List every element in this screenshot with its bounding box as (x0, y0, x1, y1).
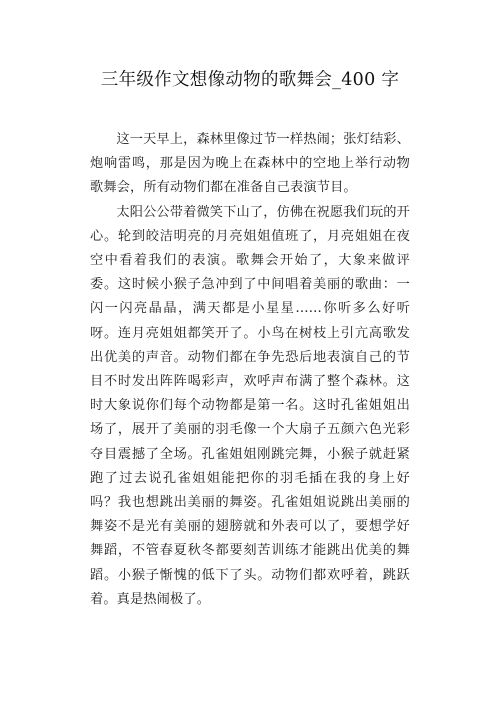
document-title: 三年级作文想像动物的歌舞会_400 字 (100, 70, 400, 90)
document-body (90, 128, 410, 612)
paragraph-2: 太阳公公带着微笑下山了，仿佛在祝愿我们玩的开心。轮到皎洁明亮的月亮姐姐值班了，月亮姐姐在夜空中看着我们的表演。歌舞会开始了，大象来做评委。这时候小猴子急冲到了中间唱着美丽的歌曲：一闪一闪亮晶晶，满天都是小星星……你听多么好听呀。连月亮姐姐都笑开了。小鸟在树枝上引亢高歌发出优美的声音。动物们都在争先恐后地表演自己的节目不时发出阵阵喝彩声，欢呼声布满了整个森林。这时大象说你们每个动物都是第一名。这时孔雀姐姐出场了，展开了美丽的羽毛像一个大扇子五颜六色光彩夺目震撼了全场。孔雀姐姐刚跳完舞，小猴子就赶紧跑了过去说孔雀姐姐能把你的羽毛插在我的身上好吗？我也想跳出美丽的舞姿。孔雀姐姐说跳出美丽的舞姿不是光有美丽的翅膀就和外表可以了，要想学好舞蹈，不管春夏秋冬都要刻苦训练才能跳出优美的舞蹈。小猴子惭愧的低下了头。动物们都欢呼着，跳跃着。真是热闹极了。 (90, 204, 410, 607)
paragraph-1: 这一天早上，森林里像过节一样热闹；张灯结彩、炮响雷鸣，那是因为晚上在森林中的空地上举行动物歌舞会，所有动物们都在准备自己表演节目。 (90, 132, 410, 196)
